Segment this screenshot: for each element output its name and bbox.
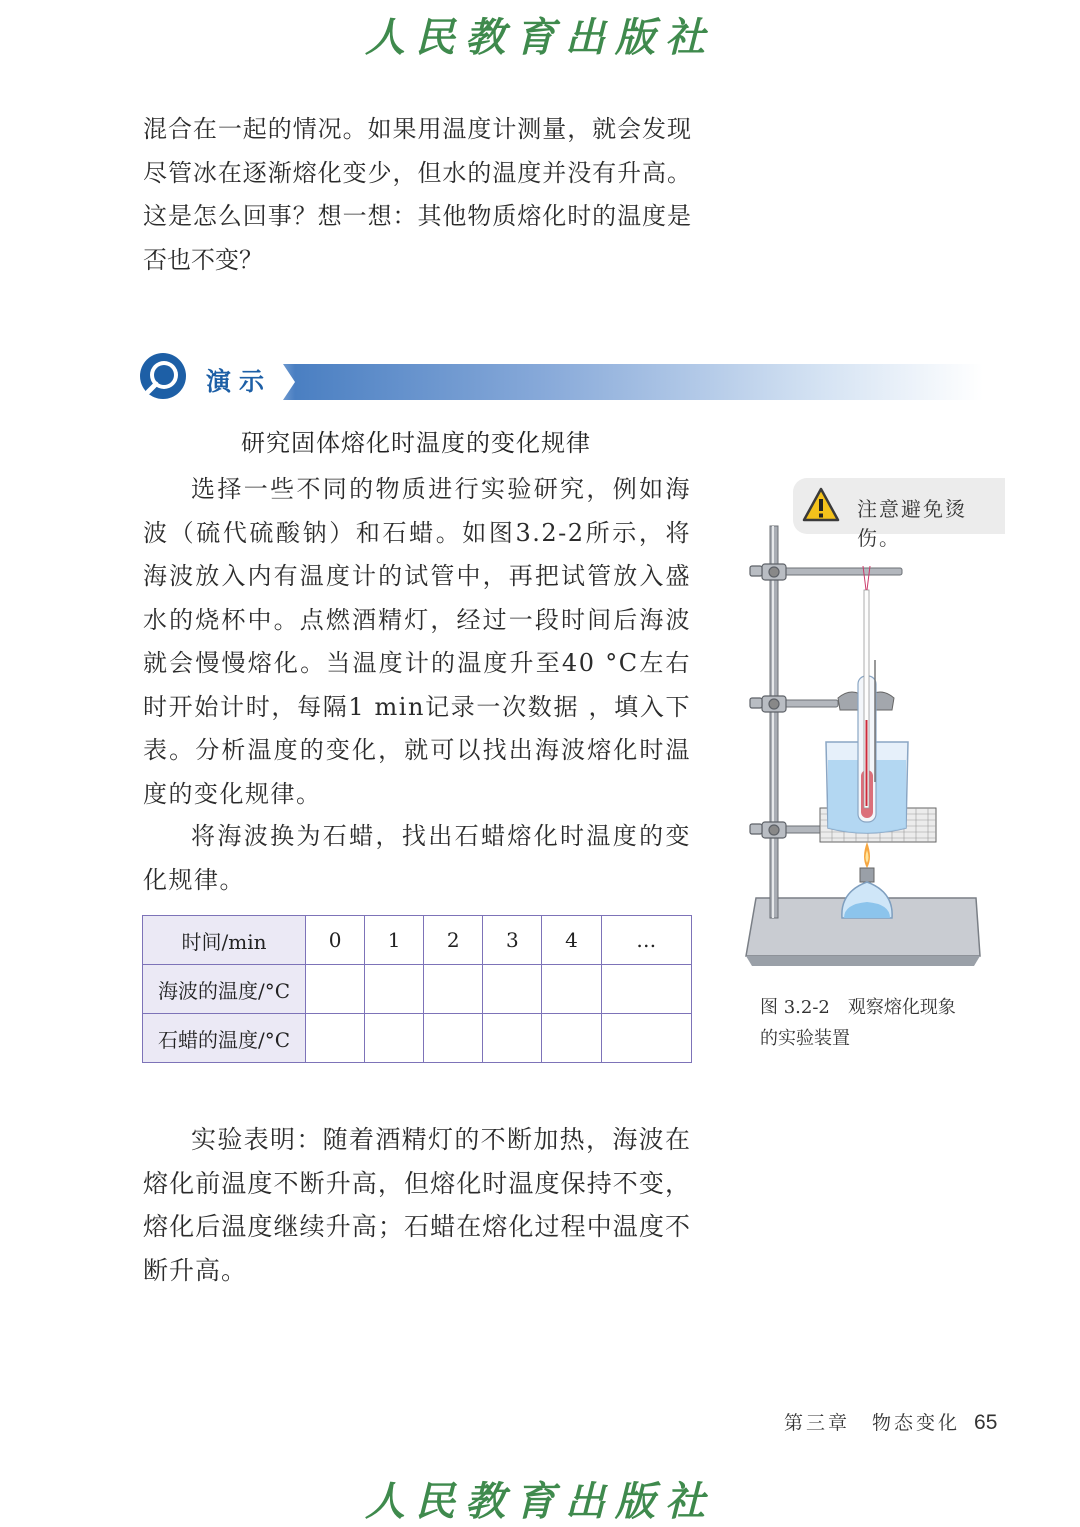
- chapter-label: 第三章 物态变化: [784, 1412, 961, 1434]
- time-cell: 4: [542, 916, 601, 965]
- hypo-row-label: 海波的温度/°C: [143, 965, 306, 1014]
- publisher-watermark-top: 人民教育出版社: [365, 14, 715, 61]
- figure-caption-line-1: 图 3.2-2 观察熔化现象: [760, 997, 956, 1018]
- table-row: [143, 965, 692, 1014]
- time-cell: 0: [306, 916, 365, 965]
- time-cell: …: [601, 916, 691, 965]
- time-cell: 1: [365, 916, 424, 965]
- data-cell: [483, 965, 542, 1014]
- conclusion-paragraph: 实验表明：随着酒精灯的不断加热，海波在熔化前温度不断升高，但熔化时温度保持不变，熔化后温度继续升高；石蜡在熔化过程中温度不断升高。: [143, 1125, 691, 1285]
- figure-caption: [760, 992, 990, 1054]
- data-table: [142, 915, 692, 1063]
- data-cell: [542, 965, 601, 1014]
- section-title: 研究固体熔化时温度的变化规律: [241, 429, 591, 457]
- data-cell: [601, 965, 691, 1014]
- data-cell: [306, 1014, 365, 1063]
- time-cell: 3: [483, 916, 542, 965]
- warning-triangle-icon: [802, 487, 840, 523]
- intro-paragraph: 混合在一起的情况。如果用温度计测量，就会发现尽管冰在逐渐熔化变少，但水的温度并没有升高。这是怎么回事？想一想：其他物质熔化时的温度是否也不变？: [143, 115, 691, 274]
- demo-label: 演示: [206, 367, 273, 396]
- table-row: [143, 916, 692, 965]
- demo-paragraph-2: 将海波换为石蜡，找出石蜡熔化时温度的变化规律。: [143, 822, 691, 894]
- data-cell: [601, 1014, 691, 1063]
- experiment-apparatus-illustration: [742, 520, 982, 970]
- data-cell: [424, 1014, 483, 1063]
- data-cell: [542, 1014, 601, 1063]
- warning-text: 注意避免烫伤。: [857, 497, 967, 550]
- data-cell: [306, 965, 365, 1014]
- demo-banner-bar: [183, 364, 983, 400]
- demo-magnifier-icon: [138, 352, 188, 402]
- time-header-cell: 时间/min: [143, 916, 306, 965]
- demo-paragraph-1: 选择一些不同的物质进行实验研究，例如海波（硫代硫酸钠）和石蜡。如图3.2-2所示，将海波放入内有温度计的试管中，再把试管放入盛水的烧杯中。点燃酒精灯，经过一段时间后海波就会慢慢熔化。当温度计的温度升至40 °C左右时开始计时，每隔1 min记录一次数据 ，填入下表。分析温度的变化，就可以找出海波熔化时温度的变化规律。: [143, 475, 691, 808]
- publisher-watermark-bottom: 人民教育出版社: [365, 1478, 715, 1525]
- time-cell: 2: [424, 916, 483, 965]
- paraffin-row-label: 石蜡的温度/°C: [143, 1014, 306, 1063]
- data-cell: [365, 965, 424, 1014]
- data-cell: [365, 1014, 424, 1063]
- figure-caption-line-2: 的实验装置: [760, 1028, 850, 1049]
- page-footer: [784, 1408, 997, 1435]
- page-number: 65: [974, 1411, 998, 1434]
- data-cell: [483, 1014, 542, 1063]
- data-cell: [424, 965, 483, 1014]
- table-row: [143, 1014, 692, 1063]
